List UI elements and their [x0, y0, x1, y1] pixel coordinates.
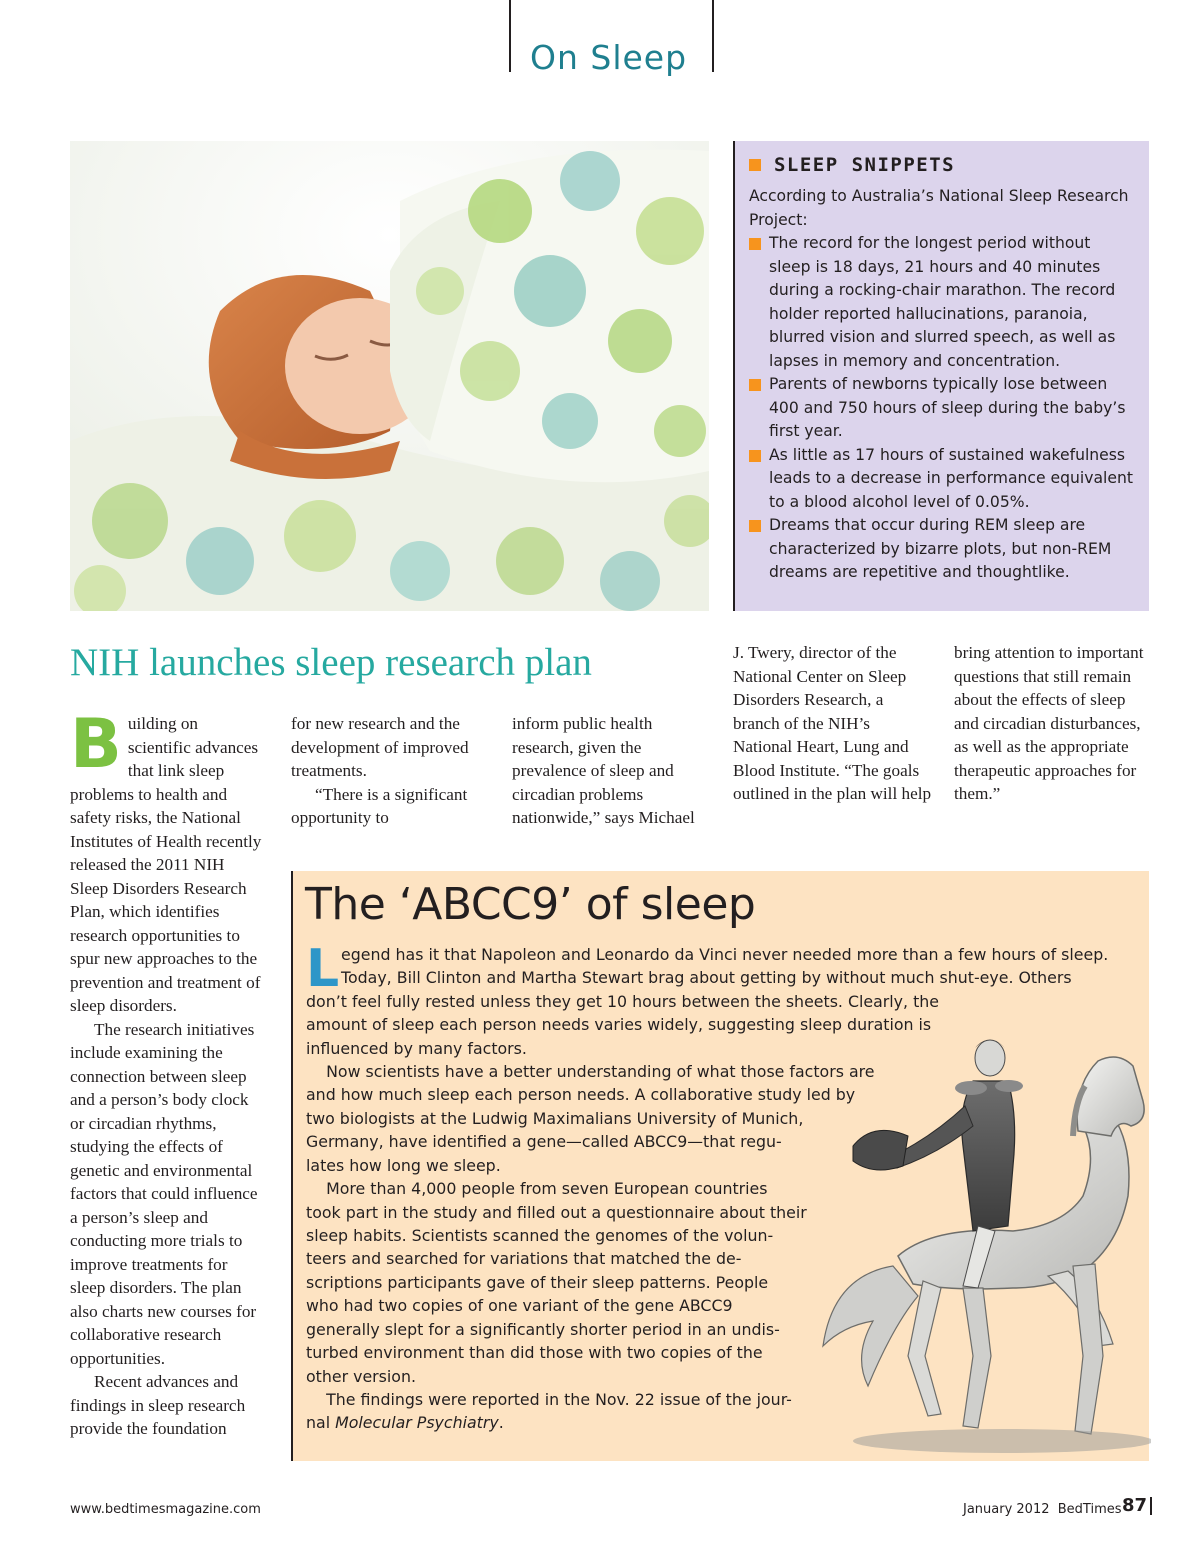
abcc9-article-box — [291, 871, 1149, 1461]
abcc9-text-line: generally slept for a significantly shorter period in an undis- — [306, 1320, 780, 1339]
article-paragraph: Building on scientific advances that link sleep problems to health and safety risks, the National Institutes of Health recently released the 2011 NIH Sleep Disorders Research Plan, which identifies research opportunities to spur new approaches to the prevention and treatment of sleep disorders. — [70, 705, 262, 1015]
article-column-1 — [70, 705, 262, 1441]
footer-url: www.bedtimesmagazine.com — [70, 1502, 261, 1517]
abcc9-text-line: took part in the study and filled out a questionnaire about their — [306, 1203, 807, 1222]
abcc9-text-line: other version. — [306, 1367, 416, 1386]
abcc9-text-line: nal Molecular Psychiatry. — [306, 1413, 504, 1432]
article-paragraph: Recent advances and findings in sleep research provide the foundation — [70, 1372, 246, 1438]
article-column-2 — [291, 712, 491, 830]
orange-square-icon — [749, 159, 761, 171]
abcc9-text-line: Now scientists have a better understanding of what those factors are — [306, 1062, 875, 1081]
abcc9-text-line: two biologists at the Ludwig Maximalians University of Munich, — [306, 1109, 804, 1128]
article-column-5: bring attention to important questions that still remain about the effects of sleep and circadian disturbances, as well as the appropriate therapeutic approaches for them.” — [954, 643, 1144, 803]
drop-cap: B — [70, 705, 122, 784]
abcc9-text-line: lates how long we sleep. — [306, 1156, 501, 1175]
abcc9-text-line: influenced by many factors. — [306, 1039, 527, 1058]
abcc9-text-line: The findings were reported in the Nov. 22 issue of the jour- — [306, 1390, 792, 1409]
sleep-snippets-sidebar — [733, 141, 1149, 611]
sidebar-item: Parents of newborns typically lose between 400 and 750 hours of sleep during the baby’s first year. — [749, 373, 1135, 444]
orange-square-icon — [749, 450, 761, 462]
abcc9-text-line: Germany, have identified a gene—called ABCC9—that regu- — [306, 1132, 782, 1151]
footer-issue: January 2012 BedTimes — [963, 1502, 1122, 1517]
orange-square-icon — [749, 238, 761, 250]
article-column-4: J. Twery, director of the National Center on Sleep Disorders Research, a branch of the NIH’s National Heart, Lung and Blood Institute. “The goals outlined in the plan will help — [733, 643, 932, 803]
article-paragraph: The research initiatives include examining the connection between sleep and a person’s body clock or circadian rhythms, studying the effects of genetic and environmental factors that could influence a person’s sleep and conducting more trials to improve treatments for sleep disorders. The plan also charts new courses for collaborative research opportunities. — [70, 1019, 258, 1368]
page-number: 87 — [1122, 1495, 1148, 1516]
sidebar-title: SLEEP SNIPPETS — [749, 151, 1135, 179]
abcc9-text-line: who had two copies of one variant of the gene ABCC9 — [306, 1296, 733, 1315]
article-headline: NIH launches sleep research plan — [70, 641, 592, 684]
sidebar-item: As little as 17 hours of sustained wakefulness leads to a decrease in performance equivalent to a blood alcohol level of 0.05%. — [749, 444, 1135, 515]
abcc9-text-line: teers and searched for variations that matched the de- — [306, 1249, 742, 1268]
sleeping-woman-photo — [70, 141, 709, 611]
header-rule-right — [712, 0, 714, 72]
abcc9-text-line: Today, Bill Clinton and Martha Stewart brag about getting by without much shut-eye. Others — [341, 968, 1072, 987]
orange-square-icon — [749, 520, 761, 532]
sidebar-intro: According to Australia’s National Sleep Research Project: — [749, 187, 1129, 229]
orange-square-icon — [749, 379, 761, 391]
abcc9-text-line: and how much sleep each person needs. A collaborative study led by — [306, 1085, 856, 1104]
drop-cap: L — [306, 939, 340, 999]
abcc9-text-line: scriptions participants gave of their sleep patterns. People — [306, 1273, 769, 1292]
abcc9-text-line: amount of sleep each person needs varies widely, suggesting sleep duration is — [306, 1015, 932, 1034]
sidebar-item: Dreams that occur during REM sleep are characterized by bizarre plots, but non-REM dreams are repetitive and thoughtlike. — [749, 514, 1135, 585]
section-title: On Sleep — [530, 38, 688, 77]
article-column-3: inform public health research, given the prevalence of sleep and circadian problems nationwide,” says Michael — [512, 714, 695, 827]
journal-name: Molecular Psychiatry — [335, 1413, 499, 1432]
abcc9-text-line: egend has it that Napoleon and Leonardo da Vinci never needed more than a few hours of sleep. — [341, 945, 1109, 964]
article-paragraph: for new research and the development of improved treatments. — [291, 714, 469, 780]
sidebar-item: The record for the longest period without sleep is 18 days, 21 hours and 40 minutes during a rocking-chair marathon. The record holder reported hallucinations, paranoia, blurred vision and slurred speech, as well as lapses in memory and concentration. — [749, 232, 1135, 373]
header-rule-left — [509, 0, 511, 72]
footer-rule — [1150, 1497, 1152, 1515]
abcc9-headline: The ‘ABCC9’ of sleep — [305, 879, 756, 930]
napoleon-on-horse-illustration — [813, 1026, 1151, 1461]
abcc9-text-line: don’t feel fully rested unless they get 10 hours between the sheets. Clearly, the — [306, 992, 939, 1011]
abcc9-text-line: More than 4,000 people from seven European countries — [306, 1179, 768, 1198]
abcc9-text-line: turbed environment than did those with two copies of the — [306, 1343, 763, 1362]
abcc9-text-line: sleep habits. Scientists scanned the genomes of the volun- — [306, 1226, 774, 1245]
article-paragraph: “There is a significant opportunity to — [291, 784, 468, 827]
